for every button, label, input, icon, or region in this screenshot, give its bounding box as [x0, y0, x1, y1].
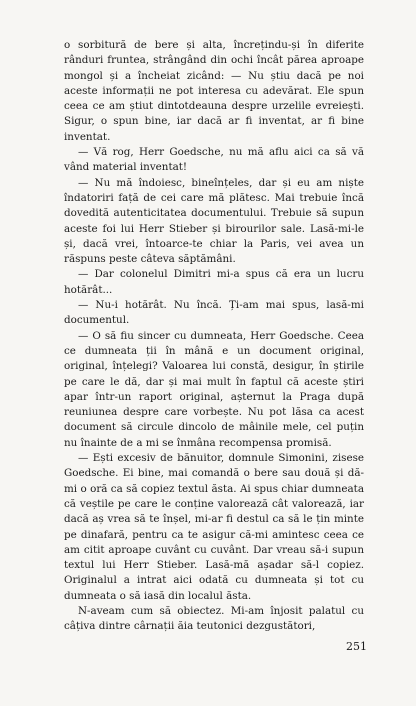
paragraph: — Nu-i hotărât. Nu încă. Ți-am mai spus, lasă-mi documentul.	[64, 299, 364, 327]
paragraph: o sorbitură de bere și alta, încrețindu-și în diferite rânduri fruntea, strângând din ochi încât părea aproape mongol și a încheiat zicând: — Nu știu dacă pe noi aceste informații ne pot interesa cu adevărat. Ele spun ceea ce am știut dintotdeauna despre urzelile evreiești. Sigur, o spun bine, iar dacă ar fi inventat, ar fi bine inventat.	[64, 39, 364, 143]
paragraph: — Nu mă îndoiesc, bineînțeles, dar și eu am niște îndatoriri față de cei care mă plătesc. Mai trebuie încă dovedită autenticitatea documentului. Trebuie să supun aceste foi lui Herr Stieber și birourilor sale. Lasă-mi-le și, dacă vrei, întoarce-te chiar la Paris, vei avea un răspuns peste câteva săptămâni.	[64, 176, 364, 266]
body-text	[64, 38, 364, 635]
paragraph: — O să fiu sincer cu dumneata, Herr Goedsche. Ceea ce dumneata ții în mână e un document original, original, înțelegi? Valoarea lui constă, desigur, în știrile pe care le dă, dar și mai mult în faptul că aceste știri apar într-un raport original, așternut la Praga după reuniunea despre care vorbește. Nu pot lăsa ca acest document să circule dincolo de mâinile mele, cel puțin nu înainte de a mi se înmâna recompensa promisă.	[64, 329, 364, 449]
page-number: 251	[346, 640, 367, 653]
paragraph: N-aveam cum să obiectez. Mi-am înjosit palatul cu câțiva dintre cârnații ăia teutonici dezgustători,	[64, 604, 364, 633]
paragraph: — Dar colonelul Dimitri mi-a spus că era un lucru hotărât...	[64, 268, 364, 296]
paragraph: — Ești excesiv de bănuitor, domnule Simonini, zisese Goedsche. Ei bine, mai comandă o bere sau două și dă-mi o oră ca să copiez textul ăsta. Ai spus chiar dumneata că veștile pe care le conține valorează cât valorează, iar dacă aș vrea să te înșel, mi-ar fi destul ca să le țin minte pe dinafară, pentru ca te asigur că-mi amintesc ceea ce am citit aproape cuvânt cu cuvânt. Dar vreau să-i supun textul lui Herr Stieber. Lasă-mă așadar să-l copiez. Originalul a intrat aici odată cu dumneata și tot cu dumneata o să iasă din localul ăsta.	[64, 452, 364, 602]
paragraph: — Vă rog, Herr Goedsche, nu mă aflu aici ca să vă vând material inventat!	[64, 146, 364, 174]
